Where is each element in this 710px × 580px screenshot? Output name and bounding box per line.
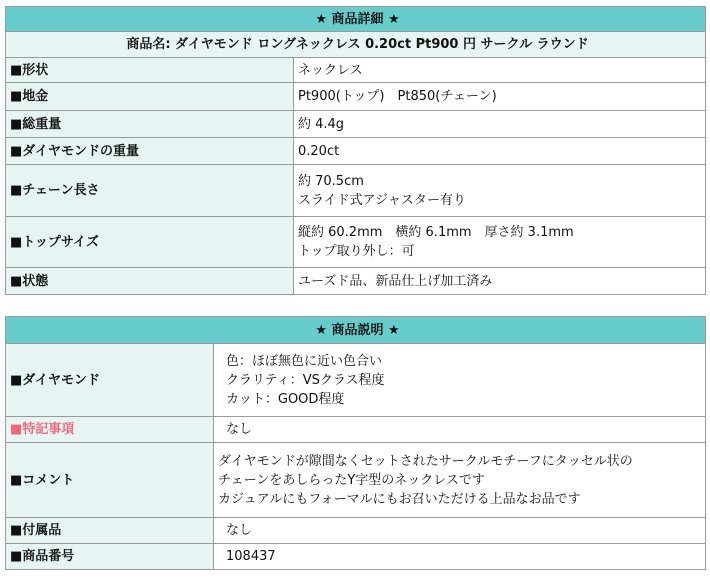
- total-weight-value-line: 約 4.4g: [298, 116, 345, 132]
- description-header: ★ 商品説明 ★: [6, 317, 706, 344]
- details-header: ★ 商品詳細 ★: [6, 7, 706, 32]
- details-header-row: [6, 7, 706, 32]
- comment-line-1: ダイヤモンドが隙間なくセットされたサークルモチーフにタッセル状の: [218, 453, 633, 469]
- diamond-weight-label: ■ダイヤモンドの重量: [6, 138, 294, 165]
- product-name: 商品名: ダイヤモンド ロングネックレス 0.20ct Pt900 円 サークル ラウンド: [6, 32, 706, 58]
- special-notes-value: [214, 417, 706, 443]
- product-number-label: ■商品番号: [6, 544, 214, 570]
- product-number-value: [214, 544, 706, 570]
- detail-row-condition: [6, 268, 706, 295]
- condition-label: ■状態: [6, 268, 294, 295]
- desc-row-accessories: [6, 518, 706, 544]
- chain-length-label: ■チェーン長さ: [6, 165, 294, 217]
- metal-value: [294, 83, 706, 111]
- description-header-row: [6, 317, 706, 344]
- accessories-value-line: なし: [226, 523, 253, 538]
- total-weight-value: [294, 111, 706, 138]
- shape-value: [294, 58, 706, 83]
- metal-label: ■地金: [6, 83, 294, 111]
- chain-length-line-2: スライド式アジャスター有り: [298, 192, 466, 208]
- top-size-label: ■トップサイズ: [6, 217, 294, 268]
- comment-label: ■コメント: [6, 443, 214, 518]
- top-size-line-2: トップ取り外し：可: [298, 244, 415, 259]
- detail-row-diamond-weight: [6, 138, 706, 165]
- diamond-cut-line: カット：GOOD程度: [226, 391, 345, 407]
- top-size-value: [294, 217, 706, 268]
- product-description-table: [5, 316, 706, 570]
- desc-row-diamond: [6, 344, 706, 417]
- diamond-weight-value-line: 0.20ct: [298, 143, 340, 159]
- chain-length-line-1: 約 70.5cm: [298, 173, 364, 189]
- special-notes-value-line: なし: [226, 422, 253, 437]
- detail-row-total-weight: [6, 111, 706, 138]
- product-details-table: [5, 6, 706, 295]
- special-notes-label: ■特記事項: [6, 417, 214, 443]
- comment-line-2: チェーンをあしらったY字型のネックレスです: [218, 472, 485, 488]
- detail-row-top-size: [6, 217, 706, 268]
- diamond-value: [214, 344, 706, 417]
- metal-value-line: Pt900(トップ) Pt850(チェーン): [298, 89, 497, 104]
- chain-length-value: [294, 165, 706, 217]
- accessories-label: ■付属品: [6, 518, 214, 544]
- comment-line-3: カジュアルにもフォーマルにもお召いただける上品なお品です: [218, 491, 581, 507]
- detail-row-metal: [6, 83, 706, 111]
- condition-value-line: ユーズド品、新品仕上げ加工済み: [298, 273, 493, 289]
- desc-row-product-number: [6, 544, 706, 570]
- diamond-weight-value: [294, 138, 706, 165]
- total-weight-label: ■総重量: [6, 111, 294, 138]
- top-size-line-1: 縦約 60.2mm 横約 6.1mm 厚さ約 3.1mm: [298, 225, 574, 240]
- diamond-clarity-line: クラリティ：VSクラス程度: [226, 372, 385, 388]
- accessories-value: [214, 518, 706, 544]
- detail-row-shape: [6, 58, 706, 83]
- condition-value: [294, 268, 706, 295]
- diamond-color-line: 色：ほぼ無色に近い色合い: [226, 353, 383, 369]
- desc-row-special-notes: [6, 417, 706, 443]
- desc-row-comment: [6, 443, 706, 518]
- diamond-label: ■ダイヤモンド: [6, 344, 214, 417]
- comment-value: [214, 443, 706, 518]
- detail-row-chain-length: [6, 165, 706, 217]
- shape-label: ■形状: [6, 58, 294, 83]
- product-number-value-line: 108437: [226, 549, 276, 564]
- product-name-row: [6, 32, 706, 58]
- shape-value-line: ネックレス: [298, 62, 363, 78]
